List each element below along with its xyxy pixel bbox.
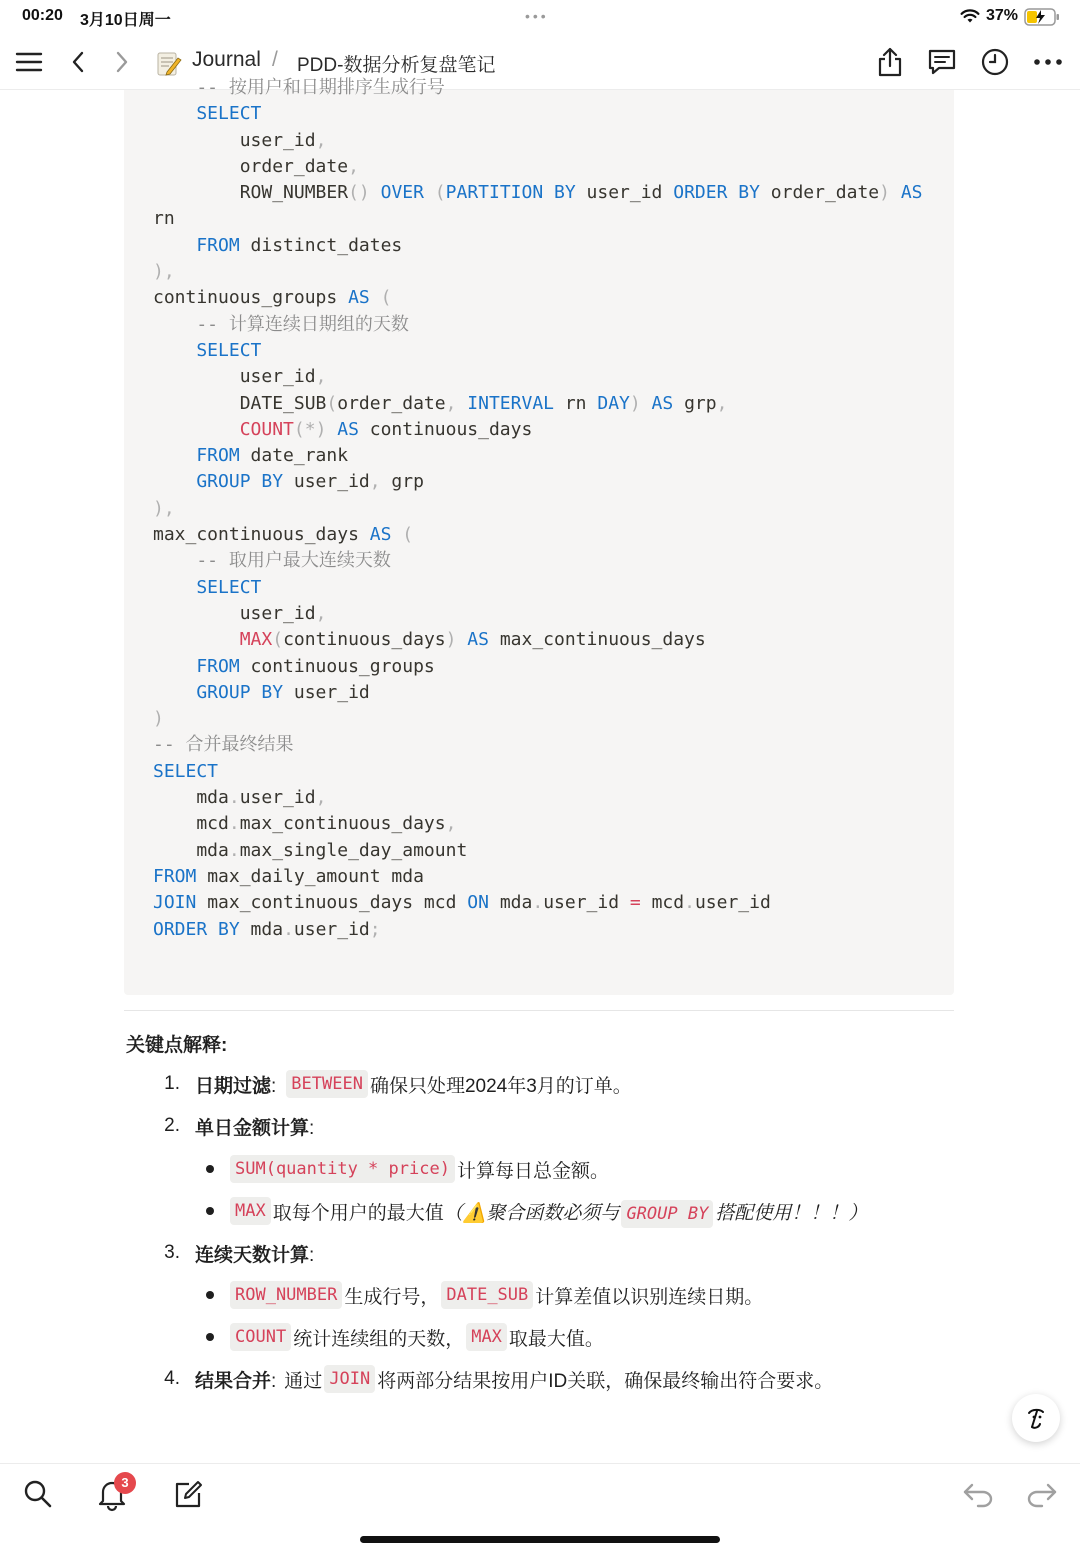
code-token: user_id	[153, 366, 316, 388]
code-line	[153, 75, 923, 101]
code-line	[153, 601, 923, 627]
code-token: user_id	[153, 602, 316, 624]
code-line	[153, 496, 923, 522]
code-token: GROUP BY	[153, 471, 284, 493]
code-token: FROM	[153, 445, 240, 467]
code-token: ()	[348, 182, 370, 204]
code-token: user_id	[283, 681, 370, 703]
code-line	[153, 680, 923, 706]
item-text: 计算每日总金额。	[456, 1160, 609, 1182]
code-token: )	[445, 629, 457, 651]
code-token: mda	[488, 892, 533, 914]
code-token: GROUP BY	[153, 681, 284, 703]
code-line	[153, 128, 923, 154]
inline-code: MAX	[466, 1323, 507, 1351]
code-token: (	[369, 287, 392, 309]
code-token: ,	[716, 392, 728, 414]
inline-code: BETWEEN	[286, 1070, 368, 1098]
code-token: grp	[380, 471, 424, 493]
new-page-icon[interactable]	[170, 1476, 206, 1512]
item-text: 通过	[284, 1370, 323, 1392]
breadcrumb-journal[interactable]: Journal	[192, 48, 261, 71]
list-item-3-bullet-2	[206, 1321, 604, 1353]
code-token: mda	[153, 839, 229, 861]
home-indicator[interactable]	[360, 1536, 720, 1543]
code-token: user_id	[153, 129, 316, 151]
code-token: user_id	[283, 471, 370, 493]
code-line	[153, 548, 923, 574]
code-line	[153, 259, 923, 285]
code-token: user_id	[575, 182, 674, 204]
code-token: mcd	[640, 892, 685, 914]
code-token: user_id	[543, 892, 630, 914]
colon: :	[271, 1075, 277, 1097]
code-line	[153, 312, 923, 338]
code-token: order_date	[337, 392, 446, 414]
bullet-icon	[206, 1291, 214, 1299]
code-token: distinct_dates	[239, 234, 403, 256]
page-title[interactable]: PDD-数据分析复盘笔记	[297, 55, 496, 76]
bullet-icon	[206, 1207, 214, 1215]
code-token: )	[879, 182, 890, 204]
code-token: DATE_SUB	[153, 392, 327, 414]
wifi-icon	[960, 8, 980, 29]
sql-code-block[interactable]	[124, 77, 954, 995]
item-text: 取最大值。	[508, 1328, 604, 1350]
colon: :	[271, 1370, 277, 1392]
code-token: OVER	[369, 182, 435, 204]
warning-icon: ⚠️	[462, 1202, 487, 1224]
code-line	[153, 285, 923, 311]
code-token: ,	[315, 129, 327, 151]
code-token: max_continuous_days mcd	[196, 892, 468, 914]
code-token: user_id	[239, 787, 316, 809]
code-token: SELECT	[153, 103, 262, 125]
code-token: AS	[640, 392, 674, 414]
code-token: continuous_groups	[239, 655, 435, 677]
list-item-3	[156, 1237, 314, 1269]
code-token: max_continuous_days	[153, 524, 370, 546]
code-token: mda	[239, 918, 284, 940]
code-line	[153, 706, 923, 732]
code-token: FROM	[153, 655, 240, 677]
code-token: ,	[348, 155, 359, 177]
more-options-icon[interactable]	[1032, 46, 1064, 78]
item-title: 连续天数计算	[195, 1244, 310, 1266]
code-line	[153, 732, 923, 758]
code-token: ),	[153, 261, 175, 283]
code-token: FROM	[153, 865, 197, 887]
item-text: 将两部分结果按用户ID关联，确保最终输出符合要求。	[377, 1370, 834, 1392]
status-time: 00:20	[22, 7, 63, 24]
inline-code: DATE_SUB	[441, 1281, 533, 1309]
code-token: max_single_day_amount	[239, 839, 468, 861]
code-line	[153, 417, 923, 443]
code-token: order_date	[153, 155, 349, 177]
code-token: -- 按用户和日期排序生成行号	[153, 77, 445, 98]
code-line	[153, 338, 923, 364]
inline-code: MAX	[230, 1197, 271, 1225]
code-token: -- 计算连续日期组的天数	[153, 313, 409, 335]
code-token: COUNT	[153, 418, 294, 440]
key-points-heading: 关键点解释:	[126, 1035, 228, 1056]
code-token: INTERVAL	[467, 392, 554, 414]
code-line	[153, 180, 923, 206]
code-line	[153, 101, 923, 127]
code-token: MAX	[153, 629, 273, 651]
list-number: 2.	[164, 1115, 180, 1136]
back-icon[interactable]	[62, 46, 94, 78]
item-text: 确保只处理2024年3月的订单。	[369, 1075, 632, 1097]
code-line	[153, 469, 923, 495]
battery-icon	[1024, 8, 1060, 31]
inline-code: JOIN	[324, 1365, 375, 1393]
code-token: .	[684, 892, 695, 914]
code-line	[153, 575, 923, 601]
list-item-3-bullet-1	[206, 1279, 763, 1311]
code-token: JOIN	[153, 892, 197, 914]
code-token: ,	[315, 602, 327, 624]
code-token: (	[391, 524, 414, 546]
code-token: AS	[456, 629, 489, 651]
code-line	[153, 785, 923, 811]
item-text: 生成行号，	[344, 1286, 440, 1308]
code-token: max_continuous_days	[488, 629, 706, 651]
code-token: grp	[673, 392, 717, 414]
code-token: PARTITION BY	[445, 182, 576, 204]
code-token: AS	[890, 182, 923, 204]
multitask-dots-icon[interactable]: •••	[525, 8, 549, 24]
share-icon[interactable]	[874, 46, 906, 78]
code-token: -- 取用户最大连续天数	[153, 550, 391, 572]
code-token: AS	[369, 524, 392, 546]
status-date: 3月10日周一	[80, 12, 171, 29]
code-line	[153, 627, 923, 653]
code-line	[153, 443, 923, 469]
code-token: .	[283, 918, 294, 940]
item-text: 取每个用户的最大值	[272, 1202, 444, 1224]
inline-code: SUM(quantity * price)	[230, 1155, 455, 1183]
code-token: ,	[315, 787, 327, 809]
code-line	[153, 811, 923, 837]
code-token: FROM	[153, 234, 240, 256]
code-token: (	[272, 629, 284, 651]
paren: （	[443, 1202, 463, 1224]
code-token: AS	[326, 418, 359, 440]
code-token: user_id	[694, 892, 771, 914]
code-token: )	[153, 708, 164, 730]
code-line	[153, 864, 923, 890]
status-bar	[0, 0, 1080, 34]
code-line	[153, 917, 923, 943]
list-number: 1.	[164, 1073, 180, 1094]
item-title: 日期过滤	[195, 1075, 272, 1097]
code-line	[153, 890, 923, 916]
code-token: ,	[315, 366, 327, 388]
code-token: SELECT	[153, 339, 262, 361]
note-text: 聚合函数必须与	[486, 1202, 620, 1224]
code-token: user_id	[293, 918, 370, 940]
code-line	[153, 654, 923, 680]
code-token: DAY	[597, 392, 630, 414]
code-token: rn	[153, 208, 175, 230]
code-token: SELECT	[153, 760, 219, 782]
inline-code: ROW_NUMBER	[230, 1281, 342, 1309]
comments-icon[interactable]	[926, 46, 958, 78]
colon: :	[309, 1117, 315, 1139]
code-line	[153, 233, 923, 259]
code-token: ,	[445, 813, 457, 835]
code-line	[153, 838, 923, 864]
redo-icon[interactable]	[1024, 1476, 1060, 1512]
list-item-2-bullet-2	[206, 1195, 867, 1227]
colon: :	[309, 1244, 315, 1266]
undo-icon[interactable]	[960, 1476, 996, 1512]
code-token: (	[434, 182, 446, 204]
list-item-2	[156, 1110, 314, 1142]
code-token: ORDER BY	[673, 182, 760, 204]
code-token: (	[326, 392, 338, 414]
notification-badge: 3	[114, 1472, 136, 1494]
menu-icon[interactable]	[13, 46, 45, 78]
history-clock-icon[interactable]	[979, 46, 1011, 78]
code-token: rn	[554, 392, 598, 414]
list-item-1	[156, 1068, 632, 1100]
code-token: .	[228, 787, 240, 809]
code-token: max_continuous_days	[239, 813, 446, 835]
inline-code: GROUP BY	[621, 1200, 713, 1228]
code-token: continuous_days	[358, 418, 533, 440]
inline-code: COUNT	[230, 1323, 291, 1351]
code-token: max_daily_amount mda	[196, 865, 424, 887]
ai-assistant-button[interactable]	[1012, 1394, 1060, 1442]
code-token: .	[228, 839, 240, 861]
code-line	[153, 391, 923, 417]
list-number: 4.	[164, 1368, 180, 1389]
code-token: =	[629, 892, 641, 914]
sql-code	[153, 75, 923, 943]
note-text: 搭配使用！！！）	[715, 1202, 868, 1224]
code-line	[153, 364, 923, 390]
breadcrumb-separator: /	[272, 48, 278, 71]
bullet-icon	[206, 1165, 214, 1173]
divider	[124, 1010, 954, 1011]
code-line	[153, 206, 923, 232]
warning-note	[444, 1198, 868, 1225]
code-token: continuous_days	[283, 629, 446, 651]
code-token: )	[629, 392, 641, 414]
code-token: .	[532, 892, 544, 914]
list-number: 3.	[164, 1242, 180, 1263]
bullet-icon	[206, 1333, 214, 1341]
list-item-2-bullet-1	[206, 1153, 609, 1185]
code-token: ),	[153, 497, 175, 519]
battery-percent: 37%	[986, 7, 1019, 24]
code-token: (*)	[293, 418, 327, 440]
item-text: 计算差值以识别连续日期。	[535, 1286, 764, 1308]
code-line	[153, 154, 923, 180]
code-token: SELECT	[153, 576, 262, 598]
code-token: ,	[445, 392, 468, 414]
code-token: ;	[369, 918, 381, 940]
code-token: order_date	[759, 182, 880, 204]
search-icon[interactable]	[20, 1476, 56, 1512]
code-line	[153, 522, 923, 548]
code-line	[153, 759, 923, 785]
item-title: 结果合并	[195, 1370, 272, 1392]
code-token: -- 合并最终结果	[153, 734, 294, 756]
code-token: continuous_groups	[153, 287, 349, 309]
code-token: ROW_NUMBER	[153, 182, 349, 204]
forward-icon[interactable]	[106, 46, 138, 78]
code-token: mda	[153, 787, 229, 809]
code-token: ON	[467, 892, 489, 914]
code-token: mcd	[153, 813, 229, 835]
code-token: ,	[369, 471, 381, 493]
code-token: date_rank	[239, 445, 349, 467]
code-token: ORDER BY	[153, 918, 240, 940]
item-text: 统计连续组的天数，	[293, 1328, 465, 1350]
code-token: AS	[348, 287, 370, 309]
ai-face-icon	[1023, 1405, 1049, 1431]
item-title: 单日金额计算	[195, 1117, 310, 1139]
list-item-4	[156, 1363, 833, 1395]
code-token: .	[228, 813, 240, 835]
